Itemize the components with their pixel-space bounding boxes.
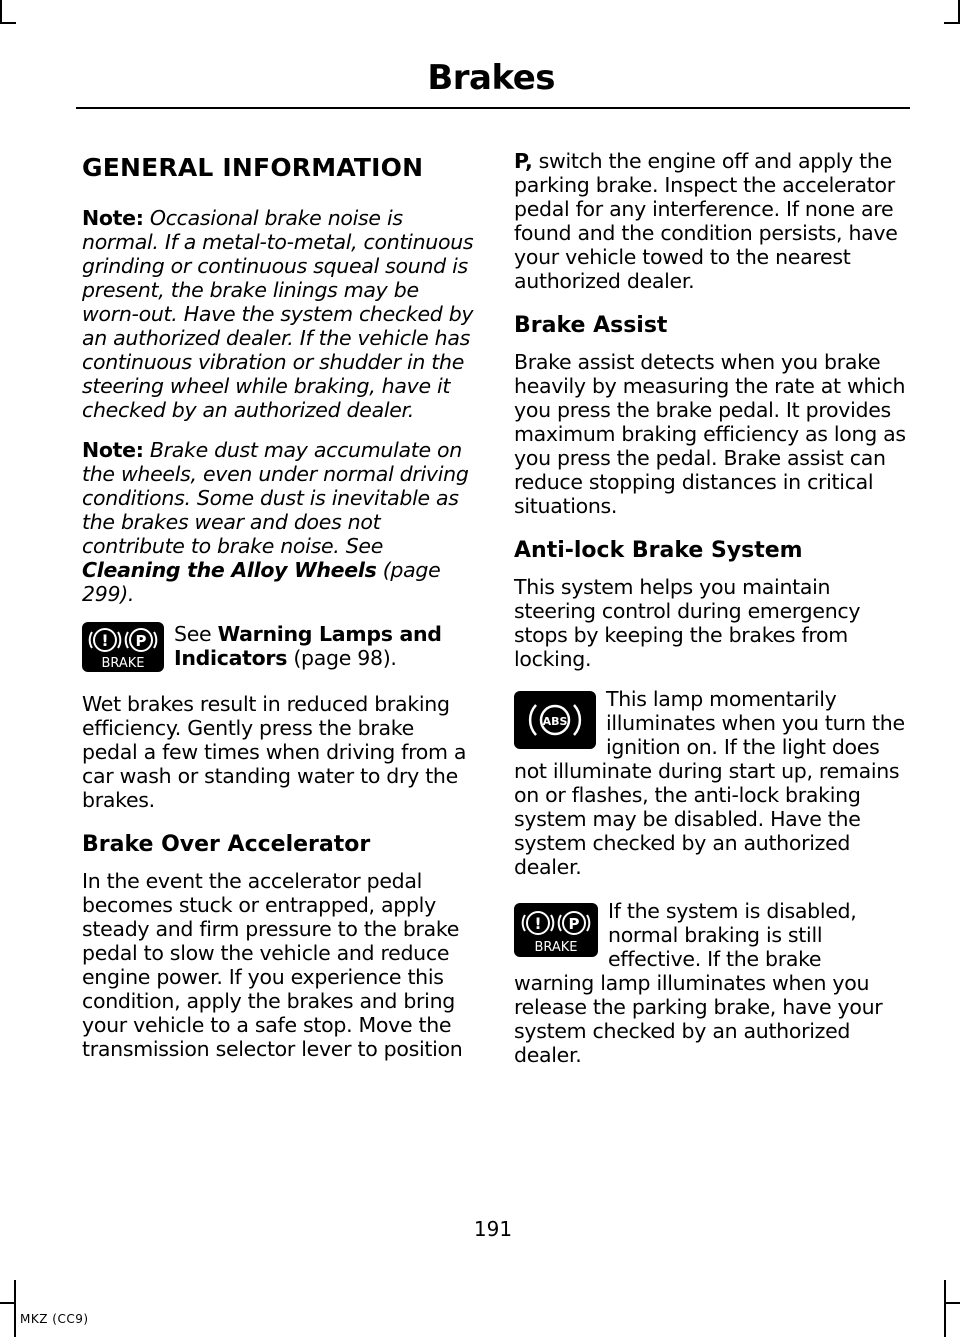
svg-text:!: ! bbox=[534, 914, 542, 933]
brake-icon-label: BRAKE bbox=[101, 656, 145, 671]
see-prefix: See bbox=[174, 622, 212, 646]
page-reference: (page 98). bbox=[293, 646, 397, 670]
brake-warning-icon bbox=[82, 622, 164, 672]
section-heading: GENERAL INFORMATION bbox=[82, 153, 424, 182]
cross-reference-link[interactable]: Cleaning the Alloy Wheels bbox=[82, 558, 377, 582]
page-reference: (page 299). bbox=[82, 558, 441, 606]
body-paragraph: This lamp momentarily illuminates when you turn the ignition on. If the light does not illuminate during start up, remains on or flashes, the anti-lock braking system may be disabled. Have the system checked by an authorized dealer. bbox=[514, 687, 905, 879]
note-paragraph bbox=[82, 438, 474, 606]
cross-reference-link[interactable]: Warning Lamps and Indicators bbox=[174, 622, 442, 670]
brake-icon-label: BRAKE bbox=[534, 940, 578, 955]
abs-icon-label: ABS bbox=[542, 715, 568, 728]
body-text: switch the engine off and apply the parking brake. Inspect the accelerator pedal for any interference. If none are found and the condition persists, have your vehicle towed to the nearest authorized dealer. bbox=[514, 149, 898, 293]
see-reference bbox=[174, 622, 474, 670]
svg-text:P: P bbox=[568, 915, 580, 933]
brake-warning-icon bbox=[514, 903, 598, 957]
subsection-heading: Anti-lock Brake System bbox=[514, 538, 803, 563]
position-label: P, bbox=[514, 149, 533, 173]
body-paragraph: This system helps you maintain steering control during emergency stops by keeping the brakes from locking. bbox=[514, 575, 861, 671]
subsection-heading: Brake Assist bbox=[514, 313, 668, 338]
crop-mark bbox=[0, 22, 16, 24]
right-column bbox=[514, 145, 906, 1083]
brake-warning-row bbox=[82, 622, 474, 692]
crop-mark bbox=[0, 1302, 16, 1304]
page-number: 191 bbox=[473, 1217, 513, 1241]
note-paragraph bbox=[82, 206, 474, 422]
body-paragraph: In the event the accelerator pedal becomes stuck or entrapped, apply steady and firm pressure to the brake pedal to slow the vehicle and reduce engine power. If you experience this condition, apply the brakes and bring your vehicle to a safe stop. Move the transmission selector lever to position bbox=[82, 869, 463, 1061]
body-paragraph: If the system is disabled, normal braking is still effective. If the brake warning lamp illuminates when you release the parking brake, have your system checked by an authorized dealer. bbox=[514, 899, 883, 1067]
crop-mark bbox=[14, 1280, 16, 1337]
note-label: Note: bbox=[82, 206, 144, 230]
crop-mark bbox=[944, 1302, 960, 1304]
left-column bbox=[82, 145, 474, 1077]
svg-text:!: ! bbox=[101, 631, 109, 650]
page-title: Brakes bbox=[427, 58, 555, 98]
note-text: Occasional brake noise is normal. If a metal-to-metal, continuous grinding or continuous squeal sound is present, the brake linings may be worn-out. Have the system checked by an authorized dealer. If the vehicle has continuous vibration or shudder in the steering wheel while braking, have it checked by an authorized dealer. bbox=[82, 206, 474, 422]
crop-mark bbox=[0, 0, 2, 22]
subsection-heading: Brake Over Accelerator bbox=[82, 832, 371, 857]
brake-disabled-row bbox=[514, 899, 906, 1067]
svg-text:P: P bbox=[135, 632, 147, 650]
crop-mark bbox=[944, 1280, 946, 1337]
note-text: Brake dust may accumulate on the wheels, even under normal driving conditions. Some dust is inevitable as the brakes wear and does not contribute to brake noise. See bbox=[82, 438, 469, 558]
header-divider bbox=[76, 107, 910, 109]
body-paragraph: Wet brakes result in reduced braking efficiency. Gently press the brake pedal a few times when driving from a car wash or standing water to dry the brakes. bbox=[82, 692, 467, 812]
abs-warning-icon bbox=[514, 691, 596, 749]
body-paragraph: Brake assist detects when you brake heavily by measuring the rate at which you press the brake pedal. It provides maximum braking efficiency as long as you press the pedal. Brake assist can reduce stopping distances in critical situations. bbox=[514, 350, 906, 518]
note-label: Note: bbox=[82, 438, 144, 462]
body-paragraph bbox=[514, 149, 906, 293]
crop-mark bbox=[944, 22, 960, 24]
abs-lamp-row bbox=[514, 687, 906, 879]
model-code: MKZ (CC9) bbox=[20, 1312, 89, 1326]
